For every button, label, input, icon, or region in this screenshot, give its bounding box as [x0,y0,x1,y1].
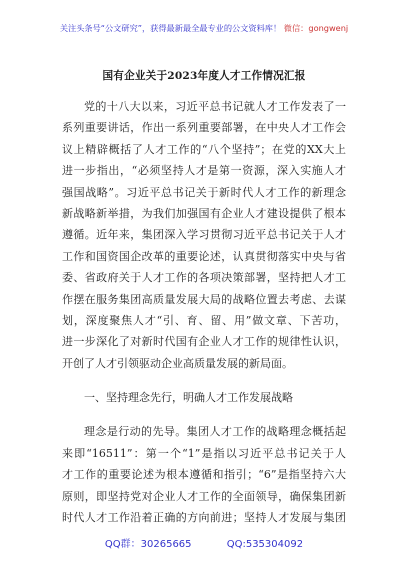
section-heading: 一、坚持理念先行，明确人才工作发展战略 [84,391,293,405]
paragraph-line: 原则，即坚持党对企业人才工作的全面领导，确保集团新 [62,489,346,503]
paragraph-gap [62,408,346,421]
header-banner-text: 关注头条号“公文研究”，获得最新最全最专业的公文资料库！ [59,23,282,33]
paragraph-line: 作摆在服务集团高质量发展大局的战略位置去考虑、去谋 [62,292,346,306]
paragraph-gap [62,374,346,387]
paragraph-line: 工作和国资国企改革的重要论述，认真贯彻落实中央与省 [62,249,346,263]
paragraph-line: 来即“16511”：第一个“1”是指以习近平总书记关于人 [62,446,346,460]
paragraph-line: 开创了人才引领驱动企业高质量发展的新局面。 [62,356,293,370]
paragraph-line: 委、省政府关于人才工作的各项决策部署，坚持把人才工 [62,271,346,285]
paragraph-line: 党的十八大以来，习近平总书记就人才工作发表了一 [84,100,346,113]
header-banner [0,22,408,34]
footer-qq-group: QQ群：30265665 [104,539,192,550]
paragraph-line: 进一步指出，“必须坚持人才是第一资源，深入实施人才 [62,164,346,178]
paragraph-line: 进一步深化了对新时代国有企业人才工作的规律性认识， [62,335,346,349]
paragraph-line: 系列重要讲话，作出一系列重要部署，在中央人才工作会 [62,121,346,135]
paragraph-line: 才工作的重要论述为根本遵循和指引；“6”是指坚持六大 [62,468,346,482]
paragraph-line: 时代人才工作沿着正确的方向前进；坚持人才发展与集团 [62,511,346,525]
header-wechat-label: 微信： [283,23,309,33]
document-body [62,96,346,528]
paragraph-line: 议上精辟概括了人才工作的“八个坚持”；在党的XX大上 [62,142,346,156]
document-title: 国有企业关于2023年度人才工作情况汇报 [102,70,306,82]
paragraph-line: 划，深度聚焦人才“引、育、留、用”做文章、下苦功， [62,313,346,327]
paragraph-line: 遵循。近年来，集团深入学习贯彻习近平总书记关于人才 [62,228,346,242]
header-wechat-id: gongwenj [308,23,349,33]
footer-qq-number: QQ:535304092 [226,539,304,550]
footer-contact [0,538,408,552]
paragraph-line: 理念是行动的先导。集团人才工作的战略理念概括起 [84,425,346,439]
paragraph-line: 强国战略”。习近平总书记关于新时代人才工作的新理念 [62,185,346,199]
paragraph-line: 新战略新举措，为我们加强国有企业人才建设提供了根本 [62,206,346,220]
